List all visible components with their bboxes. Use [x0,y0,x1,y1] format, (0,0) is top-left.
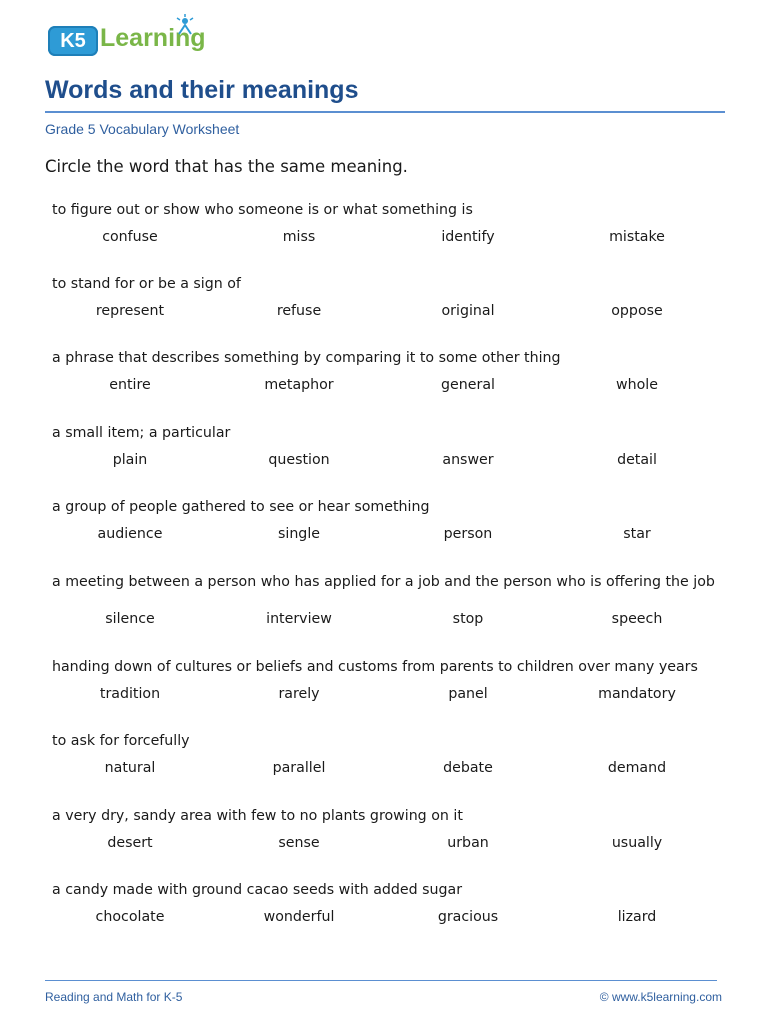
question-prompt: a group of people gathered to see or hear something [52,499,430,515]
choice-word[interactable]: refuse [276,303,322,319]
choice-word[interactable]: usually [611,835,663,851]
choice-word[interactable]: whole [616,377,658,393]
choice-word[interactable]: desert [107,835,153,851]
footer-website[interactable]: © www.k5learning.com [599,990,722,1004]
question-prompt: a meeting between a person who has applied for a job and the person who is offering the job [52,574,715,590]
logo-wordmark: Learning [100,24,206,52]
question-prompt: a small item; a particular [52,425,231,441]
choice-word[interactable]: chocolate [95,909,165,925]
choice-word[interactable]: entire [109,377,151,393]
choice-word[interactable]: silence [105,611,155,627]
choice-word[interactable]: demand [607,760,667,776]
choice-word[interactable]: single [277,526,320,542]
question-prompt: handing down of cultures or beliefs and customs from parents to children over many years [52,659,698,675]
choice-word[interactable]: gracious [437,909,499,925]
choice-word[interactable]: general [441,377,495,393]
choice-word[interactable]: answer [442,452,494,468]
choice-word[interactable]: rarely [278,686,320,702]
choice-word[interactable]: tradition [99,686,161,702]
choice-word[interactable]: urban [447,835,489,851]
title-divider [45,111,725,113]
choice-word[interactable]: lizard [617,909,657,925]
footer-tagline: Reading and Math for K-5 [45,990,183,1004]
choice-word[interactable]: mandatory [598,686,676,702]
choice-word[interactable]: metaphor [264,377,334,393]
question-prompt: a phrase that describes something by comparing it to some other thing [52,350,561,366]
choice-word[interactable]: plain [112,452,148,468]
choice-word[interactable]: debate [443,760,493,776]
question-prompt: to stand for or be a sign of [52,276,241,292]
choice-word[interactable]: identify [441,229,495,245]
choice-word[interactable]: original [441,303,495,319]
choice-word[interactable]: panel [448,686,488,702]
choice-word[interactable]: person [443,526,493,542]
choice-word[interactable]: audience [97,526,163,542]
choice-word[interactable]: question [268,452,330,468]
worksheet-subtitle: Grade 5 Vocabulary Worksheet [45,121,240,137]
choice-word[interactable]: represent [95,303,165,319]
choice-word[interactable]: oppose [611,303,663,319]
question-prompt: to ask for forcefully [52,733,190,749]
k5-learning-logo [48,14,218,58]
footer-divider [45,980,717,981]
choice-word[interactable]: confuse [102,229,158,245]
choice-word[interactable]: star [623,526,651,542]
logo-badge: K5 [48,26,98,56]
choice-word[interactable]: speech [611,611,663,627]
instruction-text: Circle the word that has the same meaning. [45,157,408,176]
choice-word[interactable]: interview [266,611,332,627]
choice-word[interactable]: miss [282,229,316,245]
question-prompt: a candy made with ground cacao seeds with added sugar [52,882,463,898]
choice-word[interactable]: mistake [609,229,665,245]
question-prompt: a very dry, sandy area with few to no plants growing on it [52,808,463,824]
page-title: Words and their meanings [45,76,359,104]
choice-word[interactable]: stop [452,611,484,627]
choice-word[interactable]: wonderful [263,909,335,925]
choice-word[interactable]: parallel [272,760,326,776]
choice-word[interactable]: sense [278,835,320,851]
question-prompt: to figure out or show who someone is or what something is [52,202,473,218]
choice-word[interactable]: natural [104,760,156,776]
choice-word[interactable]: detail [617,452,657,468]
logo-figure-icon [173,14,197,38]
